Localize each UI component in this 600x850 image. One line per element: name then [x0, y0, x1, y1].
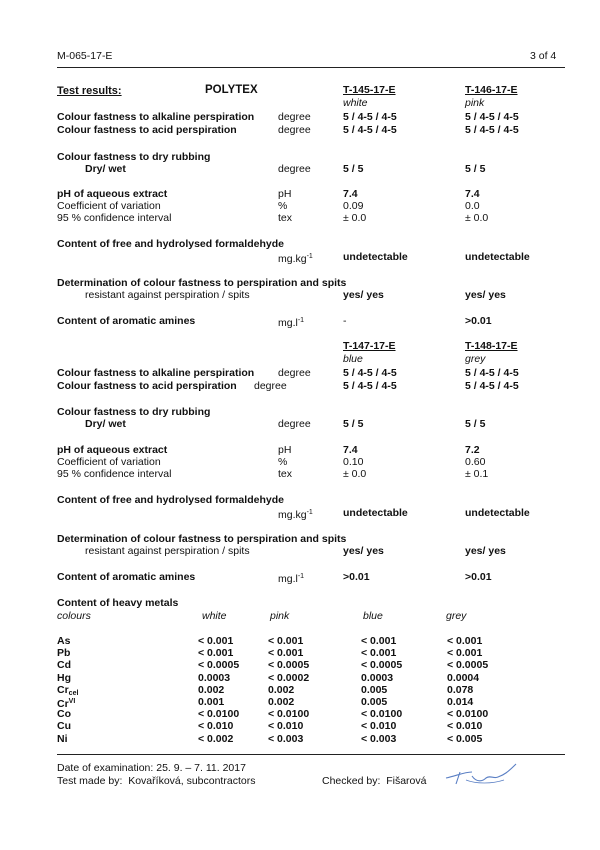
alkaline-value-3: 5 / 4-5 / 4-5 — [343, 367, 397, 379]
acid-value-2: 5 / 4-5 / 4-5 — [465, 124, 519, 136]
amines-value-2: >0.01 — [465, 315, 492, 327]
metal-label: Hg — [57, 671, 71, 684]
ci-unit: tex — [278, 212, 293, 224]
rubbing-value-4: 5 / 5 — [465, 418, 486, 430]
amines-value-3: >0.01 — [343, 571, 370, 583]
formaldehyde-value-3: undetectable — [343, 507, 408, 519]
ph-label: pH of aqueous extract — [57, 188, 168, 200]
metal-value: < 0.001 — [447, 635, 483, 647]
metal-value: 0.002 — [268, 696, 295, 708]
metals-col-blue: blue — [363, 610, 383, 622]
metal-value: < 0.001 — [268, 647, 304, 660]
metal-label: Cd — [57, 659, 71, 672]
metal-value: < 0.0100 — [198, 708, 240, 721]
metals-col-white: white — [202, 610, 227, 622]
amines-value-4: >0.01 — [465, 571, 492, 583]
checked-by-line: Checked by: Fišarová — [322, 775, 427, 787]
metal-label: Ni — [57, 732, 68, 745]
amines-value-1: - — [343, 315, 347, 327]
acid-value-1: 5 / 4-5 / 4-5 — [343, 124, 397, 136]
metal-value: < 0.001 — [361, 647, 397, 660]
spits-value-1: yes/ yes — [343, 289, 384, 301]
sample-color-2: pink — [465, 97, 485, 109]
acid-unit: degree — [254, 380, 287, 392]
metal-value: < 0.0005 — [268, 659, 310, 672]
metal-value: < 0.003 — [268, 732, 304, 745]
sample-color-1: white — [343, 97, 368, 109]
ph-value-3: 7.4 — [343, 444, 358, 456]
ci-value-3: ± 0.0 — [343, 468, 367, 480]
metals-col-grey: grey — [446, 610, 467, 622]
company-name: POLYTEX — [205, 84, 258, 96]
spits-value-4: yes/ yes — [465, 545, 506, 557]
amines-label: Content of aromatic amines — [57, 571, 196, 583]
acid-value-3: 5 / 4-5 / 4-5 — [343, 380, 397, 392]
metal-value: 0.078 — [447, 683, 474, 696]
formaldehyde-label: Content of free and hydrolysed formaldehyde — [57, 238, 284, 250]
formaldehyde-value-4: undetectable — [465, 507, 530, 519]
metal-value: < 0.0100 — [268, 708, 310, 721]
amines-unit: $mg.l^{-1}$ — [278, 317, 305, 329]
cov-value-1: 0.09 — [343, 200, 364, 212]
metal-value: < 0.001 — [361, 635, 397, 647]
metal-value: < 0.0100 — [361, 708, 403, 721]
colours-label: colours — [57, 610, 91, 622]
acid-label: Colour fastness to acid perspiration — [57, 124, 237, 136]
spits-label: resistant against perspiration / spits — [85, 289, 250, 301]
alkaline-label: Colour fastness to alkaline perspiration — [57, 367, 255, 379]
metal-value: 0.005 — [361, 683, 388, 696]
ci-label: 95 % confidence interval — [57, 212, 172, 224]
metal-value: 0.005 — [361, 696, 388, 708]
metal-label: $Cr_{cel}$ — [57, 683, 79, 697]
metal-value: < 0.010 — [198, 720, 234, 733]
ph-label: pH of aqueous extract — [57, 444, 168, 456]
sample-id-3: T-147-17-E — [343, 340, 396, 352]
ci-value-4: ± 0.1 — [465, 468, 489, 480]
alkaline-value-4: 5 / 4-5 / 4-5 — [465, 367, 519, 379]
ci-value-1: ± 0.0 — [343, 212, 367, 224]
rubbing-value-2: 5 / 5 — [465, 163, 486, 175]
formaldehyde-value-1: undetectable — [343, 251, 408, 263]
metal-value: 0.0004 — [447, 671, 480, 684]
cov-unit: % — [278, 456, 288, 468]
amines-label: Content of aromatic amines — [57, 315, 196, 327]
metal-value: 0.001 — [198, 696, 225, 708]
alkaline-unit: degree — [278, 367, 311, 379]
sample-color-4: grey — [465, 353, 486, 365]
metal-value: 0.0003 — [198, 671, 231, 684]
metal-value: 0.002 — [268, 683, 295, 696]
acid-value-4: 5 / 4-5 / 4-5 — [465, 380, 519, 392]
metal-value: < 0.0005 — [447, 659, 489, 672]
sample-id-4: T-148-17-E — [465, 340, 518, 352]
ph-unit: pH — [278, 188, 292, 200]
metal-value: < 0.001 — [268, 635, 304, 647]
metal-label: $Cr^{VI}$ — [57, 698, 76, 710]
cov-value-4: 0.60 — [465, 456, 486, 468]
metal-value: < 0.001 — [198, 647, 234, 660]
cov-value-3: 0.10 — [343, 456, 364, 468]
date-line: Date of examination: 25. 9. – 7. 11. 2017 — [57, 762, 246, 774]
metal-value: < 0.003 — [361, 732, 397, 745]
rubbing-label: Dry/ wet — [85, 418, 126, 430]
spits-heading: Determination of colour fastness to perspiration and spits — [57, 277, 347, 289]
ci-label: 95 % confidence interval — [57, 468, 172, 480]
metal-value: 0.0003 — [361, 671, 394, 684]
metal-value: < 0.0005 — [198, 659, 240, 672]
spits-value-2: yes/ yes — [465, 289, 506, 301]
metal-label: Cu — [57, 720, 71, 733]
header-rule — [57, 67, 565, 68]
document-id: M-065-17-E — [57, 50, 113, 62]
metal-value: < 0.001 — [198, 635, 234, 647]
ph-value-4: 7.2 — [465, 444, 480, 456]
metal-value: 0.002 — [198, 683, 225, 696]
metal-value: < 0.005 — [447, 732, 483, 745]
signature — [442, 760, 522, 790]
alkaline-value-2: 5 / 4-5 / 4-5 — [465, 111, 519, 123]
formaldehyde-value-2: undetectable — [465, 251, 530, 263]
test-results-label: Test results: — [57, 85, 122, 97]
cov-label: Coefficient of variation — [57, 200, 161, 212]
metal-value: < 0.010 — [268, 720, 304, 733]
alkaline-label: Colour fastness to alkaline perspiration — [57, 111, 255, 123]
metal-value: < 0.0005 — [361, 659, 403, 672]
cov-unit: % — [278, 200, 288, 212]
ph-unit: pH — [278, 444, 292, 456]
rubbing-label: Dry/ wet — [85, 163, 126, 175]
cov-label: Coefficient of variation — [57, 456, 161, 468]
sample-color-3: blue — [343, 353, 363, 365]
sample-id-1: T-145-17-E — [343, 84, 396, 96]
metal-value: < 0.0002 — [268, 671, 310, 684]
alkaline-value-1: 5 / 4-5 / 4-5 — [343, 111, 397, 123]
amines-unit: $mg.l^{-1}$ — [278, 573, 305, 585]
cov-value-2: 0.0 — [465, 200, 480, 212]
metal-label: As — [57, 635, 71, 647]
metal-label: Pb — [57, 647, 71, 660]
metal-label: Co — [57, 708, 71, 721]
acid-label: Colour fastness to acid perspiration — [57, 380, 237, 392]
alkaline-unit: degree — [278, 111, 311, 123]
acid-unit: degree — [278, 124, 311, 136]
metal-value: < 0.0100 — [447, 708, 489, 721]
metal-value: < 0.010 — [447, 720, 483, 733]
spits-heading: Determination of colour fastness to perspiration and spits — [57, 533, 347, 545]
sample-id-2: T-146-17-E — [465, 84, 518, 96]
ci-unit: tex — [278, 468, 293, 480]
formaldehyde-unit: $mg.kg^{-1}$ — [278, 509, 313, 521]
footer-rule — [57, 754, 565, 755]
spits-value-3: yes/ yes — [343, 545, 384, 557]
made-by-line: Test made by: Kovaříková, subcontractors — [57, 775, 256, 787]
metals-col-pink: pink — [270, 610, 290, 622]
rubbing-value-3: 5 / 5 — [343, 418, 364, 430]
metal-value: < 0.010 — [361, 720, 397, 733]
rubbing-heading: Colour fastness to dry rubbing — [57, 406, 211, 418]
ph-value-1: 7.4 — [343, 188, 358, 200]
rubbing-unit: degree — [278, 163, 311, 175]
rubbing-heading: Colour fastness to dry rubbing — [57, 151, 211, 163]
ci-value-2: ± 0.0 — [465, 212, 489, 224]
page-number: 3 of 4 — [530, 50, 557, 62]
rubbing-unit: degree — [278, 418, 311, 430]
rubbing-value-1: 5 / 5 — [343, 163, 364, 175]
metal-value: < 0.002 — [198, 732, 234, 745]
spits-label: resistant against perspiration / spits — [85, 545, 250, 557]
metal-value: 0.014 — [447, 696, 474, 708]
metal-value: < 0.001 — [447, 647, 483, 660]
formaldehyde-label: Content of free and hydrolysed formaldehyde — [57, 494, 284, 506]
ph-value-2: 7.4 — [465, 188, 480, 200]
heavy-metals-heading: Content of heavy metals — [57, 597, 179, 609]
formaldehyde-unit: $mg.kg^{-1}$ — [278, 253, 313, 265]
